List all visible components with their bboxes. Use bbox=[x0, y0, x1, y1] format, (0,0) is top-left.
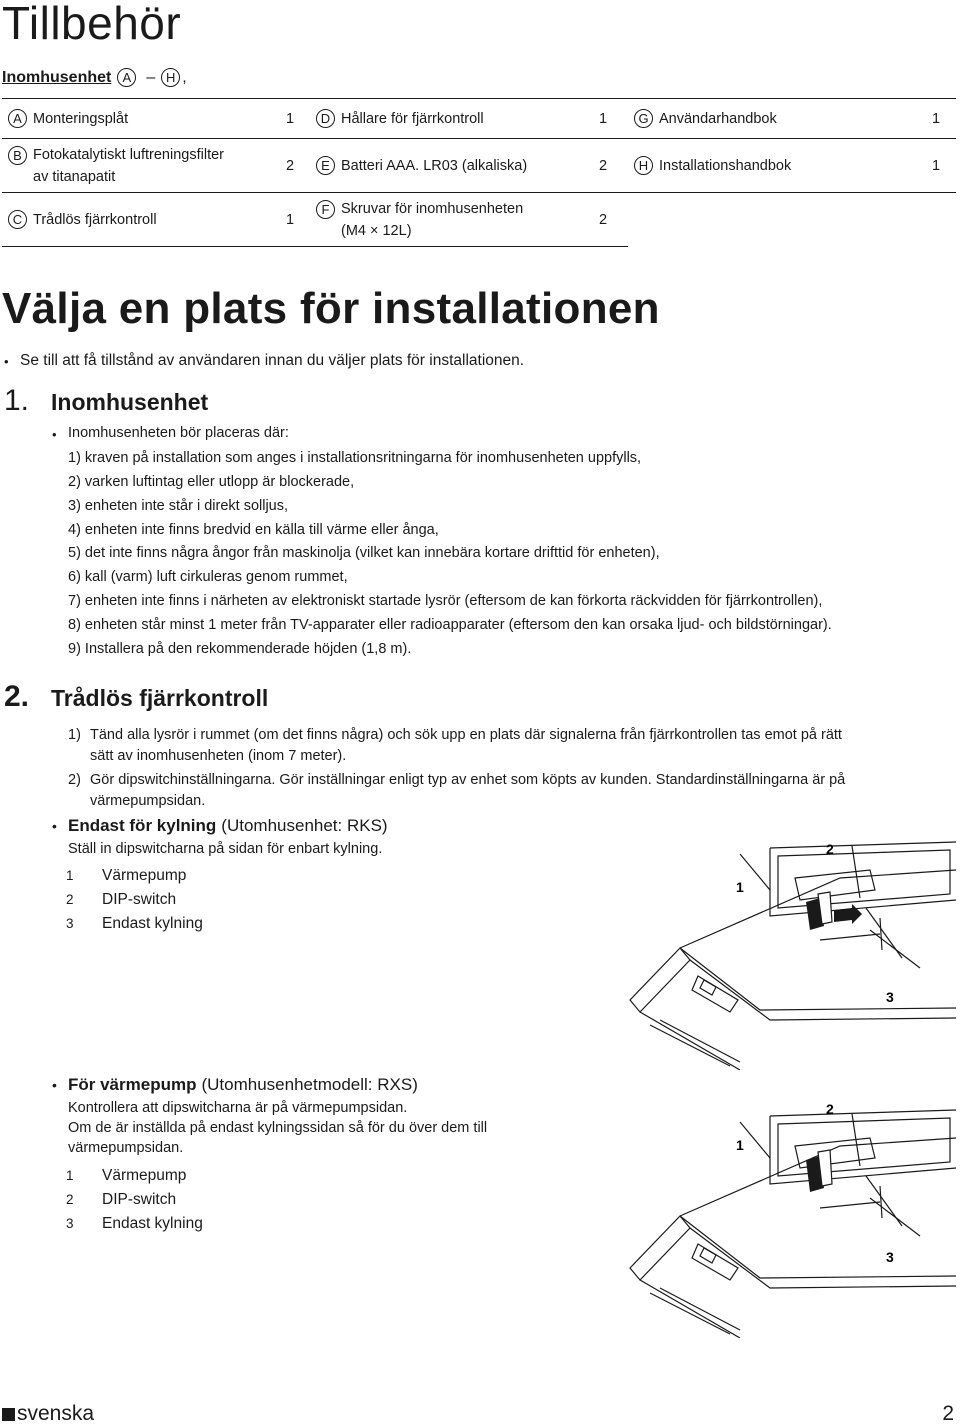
dip-switch-heatpump-figure bbox=[620, 1090, 956, 1338]
item-name-line1: Fotokatalytiskt luftreningsfilter bbox=[33, 146, 224, 163]
item-name: Installationshandbok bbox=[659, 157, 792, 174]
legend-number: 2 bbox=[66, 892, 74, 907]
legend-item bbox=[66, 867, 186, 885]
item-qty: 1 bbox=[270, 193, 310, 247]
list-item: 7) enheten inte finns i närheten av elektroniskt startade lysrör (eftersom de kan förkorta räckvidden för fjärrkontrollen), bbox=[68, 593, 823, 609]
letter-badge: H bbox=[634, 156, 653, 175]
legend-number: 1 bbox=[66, 1168, 74, 1183]
option-description: värmepumpsidan. bbox=[68, 1140, 184, 1156]
option-detail: (Utomhusenhetmodell: RXS) bbox=[201, 1075, 418, 1094]
letter-badge: F bbox=[316, 200, 335, 219]
letter-badge: G bbox=[634, 109, 653, 128]
item-name-line2: av titanapatit bbox=[33, 168, 116, 185]
item-qty: 1 bbox=[916, 139, 956, 193]
figure-label: 3 bbox=[886, 1249, 894, 1265]
legend-text: Värmepump bbox=[102, 1167, 187, 1184]
step-text-line2: sätt av inomhusenheten (inom 7 meter). bbox=[90, 748, 347, 764]
language-label: svenska bbox=[17, 1402, 95, 1424]
item-name: Monteringsplåt bbox=[33, 110, 129, 127]
bullet-icon: • bbox=[4, 354, 9, 369]
bullet-text: Inomhusenheten bör placeras där: bbox=[68, 425, 289, 441]
legend-text: Värmepump bbox=[102, 867, 187, 884]
dip-switch-icon bbox=[806, 1150, 832, 1192]
section-title: Trådlös fjärrkontroll bbox=[51, 685, 269, 711]
item-qty: 2 bbox=[270, 139, 310, 193]
legend-text: DIP-switch bbox=[102, 1191, 177, 1208]
legend-item bbox=[66, 891, 176, 909]
legend-text: Endast kylning bbox=[102, 1215, 203, 1232]
option-detail: (Utomhusenhet: RKS) bbox=[221, 816, 388, 835]
option-description: Om de är inställda på endast kylningssidan så för du över dem till bbox=[68, 1120, 488, 1136]
list-item: 6) kall (varm) luft cirkuleras genom rummet, bbox=[68, 569, 348, 585]
table-row bbox=[2, 193, 956, 247]
dip-switch-cooling-figure bbox=[620, 830, 956, 1070]
comma: , bbox=[182, 68, 187, 86]
step-number: 1) bbox=[68, 727, 81, 743]
legend-item bbox=[66, 1167, 186, 1185]
item-name-line1: Skruvar för inomhusenheten bbox=[341, 200, 524, 217]
item-name-line2: (M4 × 12L) bbox=[341, 222, 412, 239]
bullet-item bbox=[4, 352, 524, 372]
section-1-heading bbox=[4, 384, 208, 418]
bullet-text: Se till att få tillstånd av användaren innan du väljer plats för installationen. bbox=[20, 352, 525, 369]
unit-link[interactable]: Inomhusenhet bbox=[2, 68, 112, 86]
list-item: 1) kraven på installation som anges i installationsritningarna för inomhusenheten uppfylls, bbox=[68, 450, 642, 466]
letter-badge: E bbox=[316, 156, 335, 175]
item-name: Hållare för fjärrkontroll bbox=[341, 110, 484, 127]
letter-badge: C bbox=[8, 210, 27, 229]
legend-number: 3 bbox=[66, 916, 74, 931]
dash: – bbox=[146, 68, 156, 86]
figure-label: 3 bbox=[886, 989, 894, 1005]
legend-item bbox=[66, 915, 203, 933]
letter-badge: B bbox=[8, 146, 27, 165]
section-title: Inomhusenhet bbox=[51, 389, 209, 415]
bullet-icon: • bbox=[52, 1077, 57, 1093]
section-heading: Välja en plats för installationen bbox=[2, 284, 660, 333]
step-text-line1: Gör dipswitchinställningarna. Gör inställningar enligt typ av enhet som köpts av kunden. Standardinställningarna är på bbox=[90, 772, 846, 788]
list-item: 5) det inte finns några ångor från maskinolja (vilket kan innebära kortare drifttid för enheten), bbox=[68, 545, 660, 561]
figure-label: 1 bbox=[736, 879, 744, 895]
bullet-item bbox=[52, 425, 289, 445]
bullet-icon: • bbox=[52, 818, 57, 834]
page-title: Tillbehör bbox=[2, 0, 182, 49]
letter-badge: H bbox=[161, 68, 180, 87]
list-item: 9) Installera på den rekommenderade höjden (1,8 m). bbox=[68, 641, 412, 657]
item-qty: 1 bbox=[270, 99, 310, 139]
option-description: Kontrollera att dipswitcharna är på värmepumpsidan. bbox=[68, 1100, 408, 1116]
list-item: 4) enheten inte finns bredvid en källa till värme eller ånga, bbox=[68, 522, 439, 538]
figure-label: 1 bbox=[736, 1137, 744, 1153]
table-row bbox=[2, 139, 956, 193]
option-heading bbox=[52, 1075, 418, 1095]
letter-badge: A bbox=[117, 68, 136, 87]
item-qty: 2 bbox=[578, 193, 628, 247]
option-name: För värmepump bbox=[68, 1075, 197, 1094]
option-description: Ställ in dipswitcharna på sidan för enbart kylning. bbox=[68, 841, 383, 857]
step-text-line1: Tänd alla lysrör i rummet (om det finns några) och sök upp en plats där signalerna från fjärrkontrollen tas emot på rätt bbox=[90, 727, 842, 743]
empty-cell bbox=[628, 193, 956, 247]
item-qty: 1 bbox=[916, 99, 956, 139]
page-number: 2 bbox=[942, 1402, 954, 1424]
list-item: 2) varken luftintag eller utlopp är blockerade, bbox=[68, 474, 355, 490]
legend-text: DIP-switch bbox=[102, 891, 177, 908]
section-2-heading bbox=[4, 680, 268, 714]
legend-item bbox=[66, 1191, 176, 1209]
legend-number: 2 bbox=[66, 1192, 74, 1207]
item-qty: 1 bbox=[578, 99, 628, 139]
legend-text: Endast kylning bbox=[102, 915, 203, 932]
list-item: 8) enheten står minst 1 meter från TV-apparater eller radioapparater (eftersom den kan orsaka ljud- och bildstörningar). bbox=[68, 617, 832, 633]
legend-number: 1 bbox=[66, 868, 74, 883]
item-name: Trådlös fjärrkontroll bbox=[33, 211, 157, 228]
legend-number: 3 bbox=[66, 1216, 74, 1231]
bullet-icon: • bbox=[52, 427, 57, 442]
option-name: Endast för kylning bbox=[68, 816, 217, 835]
table-row bbox=[2, 99, 956, 139]
figure-label: 2 bbox=[826, 1101, 834, 1117]
step-number: 2) bbox=[68, 772, 81, 788]
accessories-table bbox=[2, 98, 956, 247]
section-number: 2. bbox=[4, 680, 30, 713]
square-icon bbox=[2, 1408, 15, 1421]
item-name: Användarhandbok bbox=[659, 110, 777, 127]
figure-label: 2 bbox=[826, 841, 834, 857]
item-qty: 2 bbox=[578, 139, 628, 193]
item-name: Batteri AAA. LR03 (alkaliska) bbox=[341, 157, 528, 174]
letter-badge: D bbox=[316, 109, 335, 128]
step-text-line2: värmepumpsidan. bbox=[90, 793, 206, 809]
letter-badge: A bbox=[8, 109, 27, 128]
footer-language bbox=[2, 1402, 94, 1424]
list-item: 3) enheten inte står i direkt solljus, bbox=[68, 498, 289, 514]
subheading bbox=[2, 68, 187, 87]
section-number: 1. bbox=[4, 384, 30, 417]
legend-item bbox=[66, 1215, 203, 1233]
option-heading bbox=[52, 816, 388, 836]
